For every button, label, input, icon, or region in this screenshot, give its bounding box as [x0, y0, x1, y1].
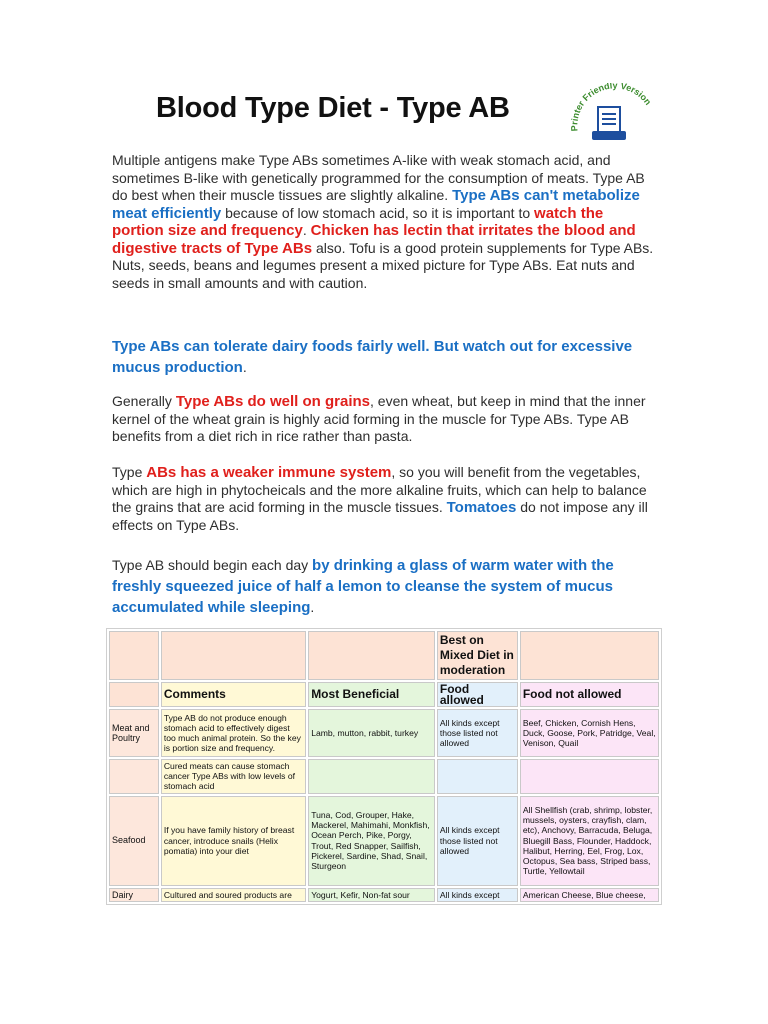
page-title: Blood Type Diet - Type AB: [156, 92, 510, 124]
row-not-allowed: American Cheese, Blue cheese,: [520, 888, 659, 903]
p4-highlight-tomatoes: Tomatoes: [446, 499, 517, 516]
p4-text-c: , so you will benefit from the vegetables, which are high in phytocheicals and the more alkaline fruits, which can help to balance the grains that are acid forming in the muscle tissues.: [112, 464, 647, 515]
p3-text-c: , even wheat, but keep in mind that the inner kernel of the wheat grain is highly acid forming in the muscle for Type ABs. Type AB benefits from a diet rich in rice rather than pasta.: [112, 393, 646, 444]
header-empty: [109, 682, 159, 707]
row-not-allowed: Beef, Chicken, Cornish Hens, Duck, Goose, Pork, Patridge, Veal, Venison, Quail: [520, 709, 659, 757]
row-comments: If you have family history of breast cancer, introduce snails (Helix pomatia) into your diet: [161, 796, 306, 886]
table-row: [109, 796, 659, 886]
p3-text-a: Generally: [112, 393, 176, 409]
row-category: Seafood: [109, 796, 159, 886]
table-cell: [520, 631, 659, 680]
table-row: [109, 759, 659, 794]
table-cell: [308, 631, 435, 680]
row-allowed: All kinds except those listed not allowed: [437, 709, 518, 757]
row-beneficial: Lamb, mutton, rabbit, turkey: [308, 709, 435, 757]
header-most-beneficial: Most Beneficial: [308, 682, 435, 707]
header-food-allowed: Food allowed: [437, 682, 518, 707]
row-allowed: All kinds except: [437, 888, 518, 903]
paragraph-grains: [112, 393, 658, 446]
p5-highlight-lemon: by drinking a glass of warm water with the freshly squeezed juice of half a lemon to cleanse the system of mucus accumulated while sleeping: [112, 557, 614, 616]
p1-highlight-chicken: Chicken has lectin that irritates the blood and digestive tracts of Type ABs: [112, 222, 636, 257]
printer-friendly-badge[interactable]: [568, 83, 660, 143]
food-table: [106, 628, 662, 905]
printer-icon: [568, 83, 660, 143]
paragraph-dairy: [112, 336, 658, 378]
p1-text-c: because of low stomach acid, so it is important to: [221, 204, 535, 221]
p1-highlight-portion: watch the portion size and frequency: [112, 204, 604, 239]
p2-highlight-dairy: Type ABs can tolerate dairy foods fairly well. But watch out for excessive mucus production: [112, 338, 633, 376]
p2-text-b: .: [242, 359, 247, 375]
paragraph-immune: [112, 464, 658, 534]
table-row: [109, 888, 659, 903]
row-category: Dairy: [109, 888, 159, 903]
paragraph-lemon: [112, 555, 658, 618]
p1-text-e: .: [302, 222, 311, 238]
header-comments: Comments: [161, 682, 306, 707]
best-on-mixed-diet-label: Best on Mixed Diet in moderation: [437, 631, 518, 680]
row-comments: Cured meats can cause stomach cancer Type ABs with low levels of stomach acid: [161, 759, 306, 794]
row-not-allowed: [520, 759, 659, 794]
p1-text-a: Multiple antigens make Type ABs sometimes A-like with weak stomach acid, and sometimes B-like with genetically programmed for the consumption of meats. Type AB do best when their muscle tissues are slightly alkaline.: [112, 152, 645, 203]
row-beneficial: Yogurt, Kefir, Non-fat sour: [308, 888, 435, 903]
row-beneficial: Tuna, Cod, Grouper, Hake, Mackerel, Mahimahi, Monkfish, Ocean Perch, Pike, Porgy, Trout, Red Snapper, Sailfish, Pickerel, Sardine, Shad, Snail, Sturgeon: [308, 796, 435, 886]
p1-highlight-meat: Type ABs can't metabolize meat efficiently: [112, 187, 640, 222]
table-header-row: [109, 682, 659, 707]
table-cell: [161, 631, 306, 680]
p4-text-a: Type: [112, 464, 147, 480]
row-comments: Cultured and soured products are: [161, 888, 306, 903]
p1-text-g: also. Tofu is a good protein supplements for Type ABs. Nuts, seeds, beans and legumes present a mixed picture for Type ABs. Eat nuts and seeds in small amounts and with caution.: [112, 239, 654, 291]
row-category: Meat and Poultry: [109, 709, 159, 757]
badge-label: Printer Friendly Version: [569, 83, 654, 132]
row-category: [109, 759, 159, 794]
p4-text-e: do not impose any ill effects on Type ABs.: [112, 499, 648, 533]
table-cell: [109, 631, 159, 680]
p4-highlight-immune: ABs has a weaker immune system: [146, 464, 392, 481]
table-row: [109, 709, 659, 757]
row-allowed: All kinds except those listed not allowed: [437, 796, 518, 886]
row-allowed: [437, 759, 518, 794]
p5-text-a: Type AB should begin each day: [112, 557, 313, 573]
row-not-allowed: All Shellfish (crab, shrimp, lobster, mussels, oysters, crayfish, clam, etc), Anchovy, Barracuda, Beluga, Bluegill Bass, Flounder, Haddock, Halibut, Herring, Eel, Frog, Lox, Octopus, Sea bass, Striped bass, Turtle, Yellowtail: [520, 796, 659, 886]
paragraph-meat: [112, 152, 658, 292]
p3-highlight-grains: Type ABs do well on grains: [175, 393, 371, 410]
p5-text-c: .: [310, 599, 315, 615]
row-beneficial: [308, 759, 435, 794]
row-comments: Type AB do not produce enough stomach acid to effectively digest too much animal protein. So the key is portion size and frequency.: [161, 709, 306, 757]
header-food-not-allowed: Food not allowed: [520, 682, 659, 707]
table-top-row: [109, 631, 659, 680]
